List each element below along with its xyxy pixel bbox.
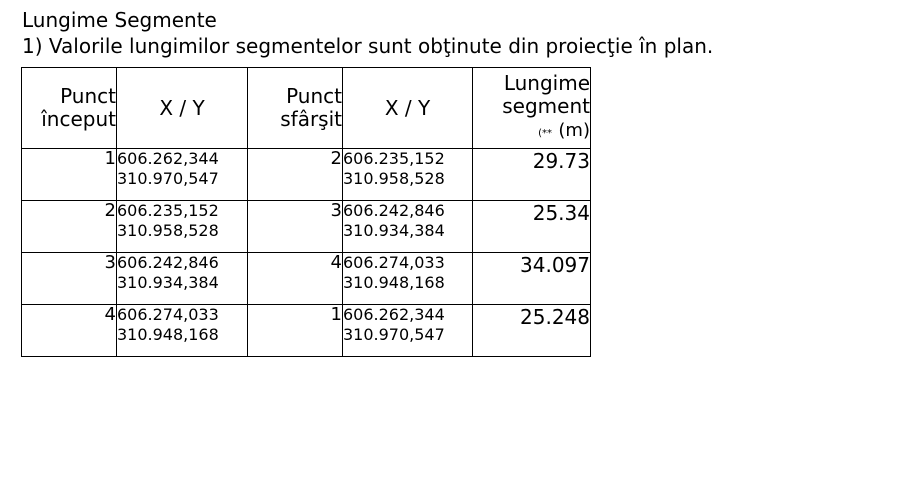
row-end-y: 310.958,528 [343, 169, 445, 188]
row-start-xy [117, 305, 248, 357]
row-length: 25.34 [473, 201, 591, 253]
row-start-point: 3 [22, 253, 117, 305]
row-end-x: 606.242,846 [343, 201, 445, 220]
row-start-x: 606.274,033 [117, 305, 219, 324]
header-end-point [248, 68, 343, 149]
header-length-line3 [473, 118, 590, 145]
header-end-point-line2: sfârşit [280, 107, 342, 131]
row-end-y: 310.948,168 [343, 273, 445, 292]
row-end-point: 2 [248, 149, 343, 201]
row-start-xy [117, 201, 248, 253]
table-row [22, 305, 591, 357]
table-row [22, 253, 591, 305]
row-end-x: 606.235,152 [343, 149, 445, 168]
header-length-unit: (m) [558, 119, 590, 141]
header-length-line2: segment [502, 93, 590, 118]
header-start-point-line1: Punct [60, 84, 116, 108]
header-length [473, 68, 591, 149]
row-start-point: 4 [22, 305, 117, 357]
row-start-x: 606.262,344 [117, 149, 219, 168]
header-xy-end: X / Y [343, 68, 473, 149]
row-start-xy [117, 253, 248, 305]
row-start-y: 310.958,528 [117, 221, 219, 240]
row-start-point: 1 [22, 149, 117, 201]
table-row [22, 149, 591, 201]
table-header-row [22, 68, 591, 149]
row-start-x: 606.235,152 [117, 201, 219, 220]
row-start-point: 2 [22, 201, 117, 253]
row-length: 29.73 [473, 149, 591, 201]
row-start-y: 310.970,547 [117, 169, 219, 188]
row-start-y: 310.948,168 [117, 325, 219, 344]
row-end-point: 4 [248, 253, 343, 305]
row-end-point: 3 [248, 201, 343, 253]
page-title: Lungime Segmente [22, 8, 217, 32]
row-end-xy [343, 305, 473, 357]
row-end-point: 1 [248, 305, 343, 357]
segment-length-table [21, 67, 591, 357]
row-start-xy [117, 149, 248, 201]
header-xy-start: X / Y [117, 68, 248, 149]
header-end-point-line1: Punct [286, 84, 342, 108]
header-length-line1: Lungime [503, 70, 590, 95]
row-end-xy [343, 201, 473, 253]
row-end-xy [343, 149, 473, 201]
header-length-note: (** [538, 127, 553, 139]
header-start-point-line2: început [41, 107, 116, 131]
row-end-x: 606.274,033 [343, 253, 445, 272]
row-end-x: 606.262,344 [343, 305, 445, 324]
row-length: 25.248 [473, 305, 591, 357]
table-row [22, 201, 591, 253]
row-end-xy [343, 253, 473, 305]
row-start-x: 606.242,846 [117, 253, 219, 272]
row-length: 34.097 [473, 253, 591, 305]
page-subtitle: 1) Valorile lungimilor segmentelor sunt obţinute din proiecţie în plan. [22, 34, 714, 58]
row-end-y: 310.934,384 [343, 221, 445, 240]
row-start-y: 310.934,384 [117, 273, 219, 292]
header-start-point [22, 68, 117, 149]
row-end-y: 310.970,547 [343, 325, 445, 344]
